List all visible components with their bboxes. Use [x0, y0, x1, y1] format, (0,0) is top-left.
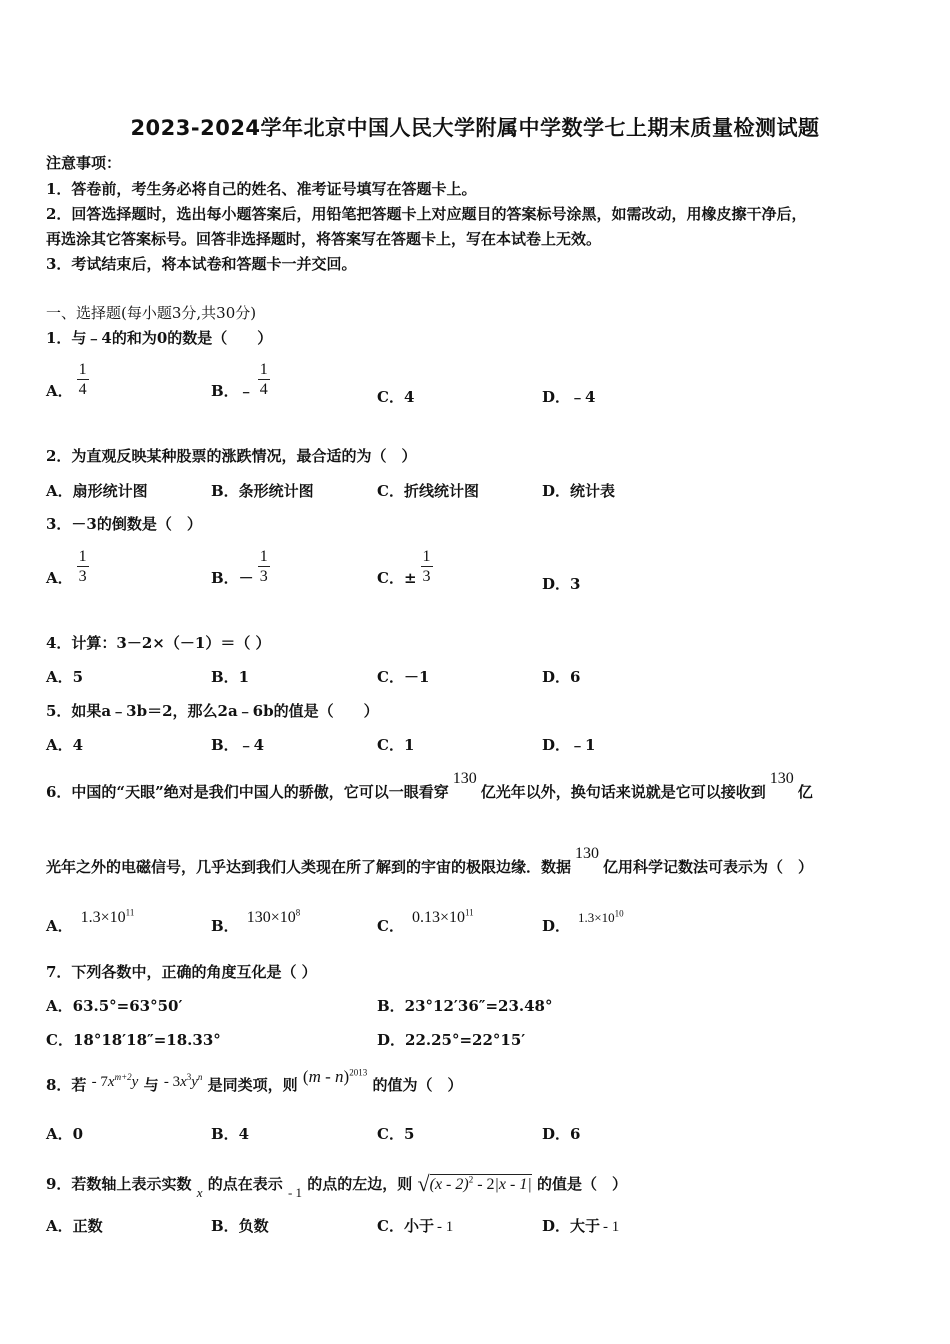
q1-a-fraction: $\frac{1}{4}$: [78, 361, 87, 398]
q8-term2: - $3x^3y^n$: [163, 1072, 203, 1090]
q6-number-130b: 130: [769, 770, 794, 787]
q9-option-d[interactable]: D．大于 - 1: [542, 1217, 620, 1235]
q9-option-b[interactable]: B．负数: [211, 1217, 269, 1235]
q6-option-c[interactable]: C． $0.13\times 10^{11}$: [377, 907, 474, 935]
q5-option-a[interactable]: A．4: [46, 736, 84, 754]
q4-option-c[interactable]: C．－1: [377, 668, 430, 686]
q2-option-c[interactable]: C．折线统计图: [377, 482, 479, 500]
q7-option-a[interactable]: A．63.5°=63°50′: [46, 997, 183, 1015]
q6-stem-line2: 光年之外的电磁信号，几乎达到我们人类现在所了解到的宇宙的极限边缘．数据130亿用科学记数法可表示为（ ）: [46, 845, 814, 876]
note-item-1: 1．答卷前，考生务必将自己的姓名、准考证号填写在答题卡上。: [46, 180, 477, 198]
q8-option-d[interactable]: D．6: [542, 1125, 581, 1143]
q7-stem: 7．下列各数中，正确的角度互化是（ ）: [46, 963, 317, 981]
q9-option-a[interactable]: A．正数: [46, 1217, 103, 1235]
q9-radical: √(x - 2)$^2$ - 2|x - 1|: [417, 1171, 532, 1196]
q1-b-fraction: $\frac{1}{4}$: [259, 361, 268, 398]
q7-option-c[interactable]: C．18°18′18″=18.33°: [46, 1031, 221, 1049]
notes-heading: 注意事项：: [46, 154, 122, 172]
q9-stem: 9．若数轴上表示实数 x 的点在表示 - 1 的点的左边，则 √(x - 2)$^2$ - 2|x - 1| 的值是（ ）: [46, 1171, 628, 1200]
q4-option-a[interactable]: A．5: [46, 668, 84, 686]
q9-var-x: x: [196, 1185, 203, 1200]
q2-option-b[interactable]: B．条形统计图: [211, 482, 314, 500]
q3-option-b[interactable]: B．－ $\frac{1}{3}$: [211, 548, 268, 587]
q3-option-d[interactable]: D．3: [542, 575, 581, 593]
q3-b-fraction: $\frac{1}{3}$: [259, 548, 268, 585]
q4-stem: 4．计算：3－2×（－1）＝（ ）: [46, 634, 271, 652]
q6-option-d[interactable]: D． $1.3\times 10^{10}$: [542, 908, 624, 935]
q2-option-a[interactable]: A．扇形统计图: [46, 482, 148, 500]
q1-option-c[interactable]: C．4: [377, 388, 415, 406]
q8-option-c[interactable]: C．5: [377, 1125, 415, 1143]
q3-a-fraction: $\frac{1}{3}$: [78, 548, 87, 585]
q3-option-a[interactable]: A． $\frac{1}{3}$: [46, 548, 87, 587]
q5-option-b[interactable]: B．﹣4: [211, 736, 265, 754]
q2-option-d[interactable]: D．统计表: [542, 482, 616, 500]
section-heading: 一、选择题(每小题3分,共30分): [46, 304, 257, 322]
q9-neg-one: - 1: [287, 1185, 303, 1200]
q4-option-b[interactable]: B．1: [211, 668, 250, 686]
q1-option-b[interactable]: B．﹣ $\frac{1}{4}$: [211, 361, 268, 400]
q3-stem: 3．－3的倒数是（ ）: [46, 515, 202, 533]
q8-option-b[interactable]: B．4: [211, 1125, 250, 1143]
q2-stem: 2．为直观反映某种股票的涨跌情况，最合适的为（ ）: [46, 447, 417, 465]
q8-option-a[interactable]: A．0: [46, 1125, 84, 1143]
q4-option-d[interactable]: D．6: [542, 668, 581, 686]
q8-stem: 8．若 - $7x^{m+2}y$ 与 - $3x^3y^n$ 是同类项，则 (m - n)$^{2013}$ 的值为（ ）: [46, 1067, 463, 1094]
q6-option-a[interactable]: A． $1.3\times 10^{11}$: [46, 907, 135, 935]
q9-option-c[interactable]: C．小于 - 1: [377, 1217, 454, 1235]
q6-option-b[interactable]: B． $130\times 10^8$: [211, 907, 301, 935]
q1-option-d[interactable]: D．﹣4: [542, 388, 596, 406]
q1-stem: 1．与﹣4的和为0的数是（ ）: [46, 329, 273, 347]
q7-option-d[interactable]: D．22.25°=22°15′: [377, 1031, 526, 1049]
q3-c-fraction: $\frac{1}{3}$: [422, 548, 431, 585]
q1-option-a[interactable]: A． $\frac{1}{4}$: [46, 361, 87, 400]
q8-term1: - $7x^{m+2}y$: [91, 1072, 139, 1090]
note-item-3: 3．考试结束后，将本试卷和答题卡一并交回。: [46, 255, 357, 273]
note-item-2-cont: 再选涂其它答案标号。回答非选择题时，将答案写在答题卡上，写在本试卷上无效。: [46, 230, 602, 248]
q6-number-130a: 130: [452, 770, 477, 787]
page-title: 2023-2024学年北京中国人民大学附属中学数学七上期末质量检测试题: [130, 116, 820, 140]
q5-option-d[interactable]: D．﹣1: [542, 736, 596, 754]
q6-number-130c: 130: [575, 845, 600, 862]
q7-option-b[interactable]: B．23°12′36″=23.48°: [377, 997, 553, 1015]
q3-option-c[interactable]: C．± $\frac{1}{3}$: [377, 548, 431, 587]
q5-stem: 5．如果a﹣3b＝2，那么2a﹣6b的值是（ ）: [46, 702, 379, 720]
q5-option-c[interactable]: C．1: [377, 736, 415, 754]
note-item-2: 2．回答选择题时，选出每小题答案后，用铅笔把答题卡上对应题目的答案标号涂黑，如需改动，用橡皮擦干净后，: [46, 205, 807, 223]
q6-stem-line1: 6．中国的“天眼”绝对是我们中国人的骄傲，它可以一眼看穿130亿光年以外，换句话来说就是它可以接收到130亿: [46, 770, 813, 801]
q8-expression: (m - n)$^{2013}$: [302, 1067, 368, 1086]
